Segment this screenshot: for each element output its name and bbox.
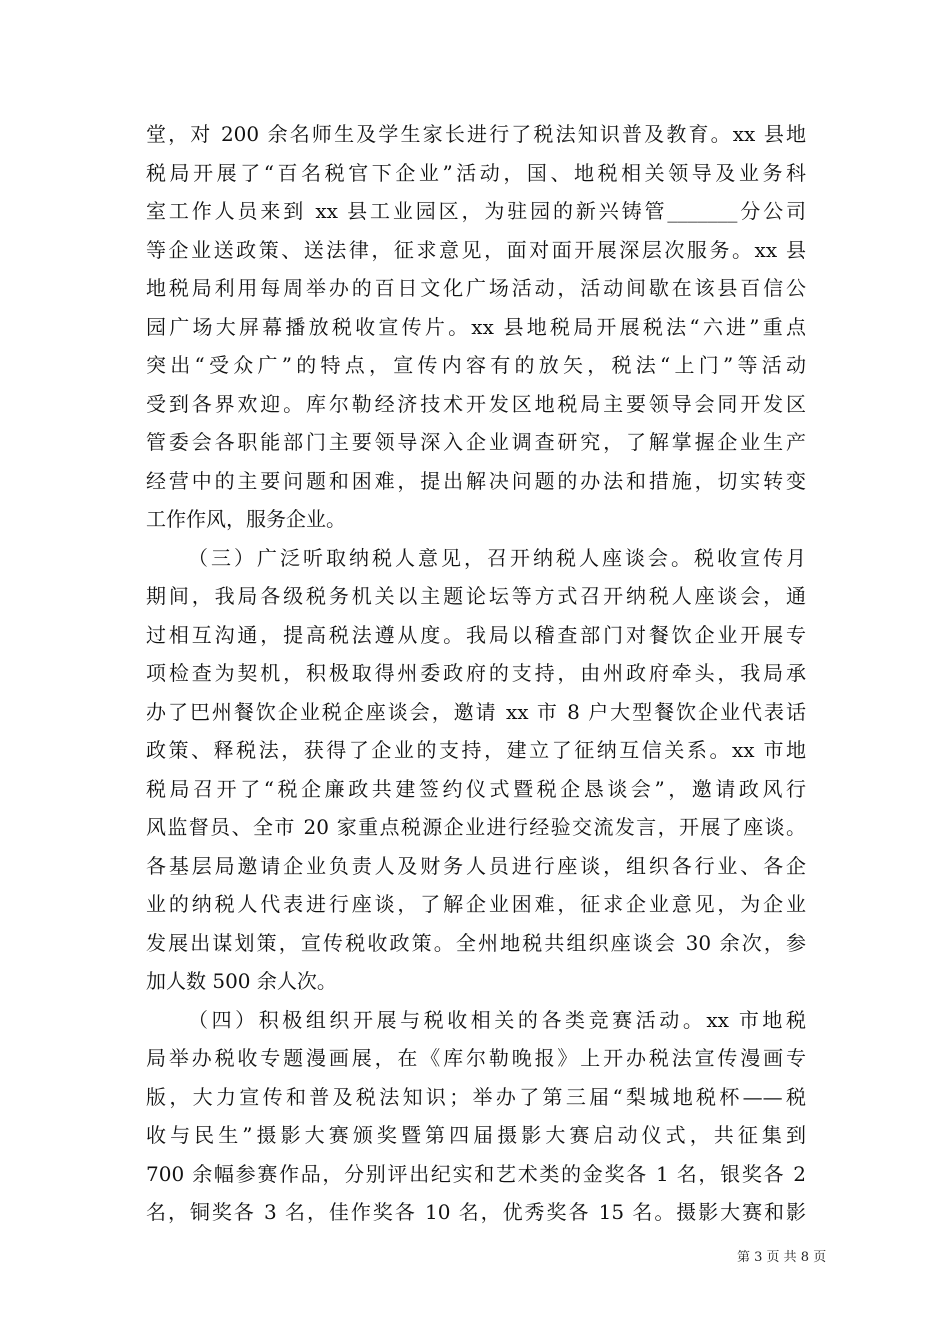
text-line: 项检查为契机，积极取得州委政府的支持，由州政府牵头，我局承 (146, 661, 806, 685)
text-line: 管委会各职能部门主要领导深入企业调查研究，了解掌握企业生产 (146, 430, 806, 454)
text-line: 期间，我局各级税务机关以主题论坛等方式召开纳税人座谈会，通 (146, 584, 806, 608)
text-line: 地税局利用每周举办的百日文化广场活动，活动间歇在该县百信公 (146, 276, 806, 300)
text-line: 税局召开了“税企廉政共建签约仪式暨税企恳谈会”，邀请政风行 (146, 776, 806, 801)
text-line: 税局开展了“百名税官下企业”活动，国、地税相关领导及业务科 (146, 160, 806, 185)
text-line: 工作作风，服务企业。 (146, 507, 346, 531)
text-line: 园广场大屏幕播放税收宣传片。xx 县地税局开展税法“六进”重点 (146, 314, 806, 339)
text-line: 加人数 500 余人次。 (146, 969, 337, 993)
text-line: 业的纳税人代表进行座谈，了解企业困难，征求企业意见，为企业 (146, 892, 806, 916)
text-line: 700 余幅参赛作品，分别评出纪实和艺术类的金奖各 1 名，银奖各 2 (146, 1161, 806, 1186)
text-line: 等企业送政策、送法律，征求意见，面对面开展深层次服务。xx 县 (146, 237, 806, 262)
text-line: 室工作人员来到 xx 县工业园区，为驻园的新兴铸管_______分公司 (146, 199, 806, 223)
document-body (146, 115, 806, 1232)
text-line: 收与民生”摄影大赛颁奖暨第四届摄影大赛启动仪式，共征集到 (146, 1123, 806, 1147)
text-line: 突出“受众广”的特点，宣传内容有的放矢，税法“上门”等活动 (146, 353, 806, 377)
text-line: 经营中的主要问题和困难，提出解决问题的办法和措施，切实转变 (146, 468, 806, 493)
page-number: 第 3 页 共 8 页 (737, 1250, 827, 1265)
text-line: 版，大力宣传和普及税法知识；举办了第三届“梨城地税杯——税 (146, 1084, 806, 1109)
text-line: 发展出谋划策，宣传税收政策。全州地税共组织座谈会 30 余次，参 (146, 930, 806, 955)
text-line: 名，铜奖各 3 名，佳作奖各 10 名，优秀奖各 15 名。摄影大赛和影 (146, 1200, 806, 1224)
text-line: 受到各界欢迎。库尔勒经济技术开发区地税局主要领导会同开发区 (146, 391, 806, 416)
text-line: 各基层局邀请企业负责人及财务人员进行座谈，组织各行业、各企 (146, 853, 806, 878)
text-line: （三）广泛听取纳税人意见，召开纳税人座谈会。税收宣传月 (188, 545, 806, 570)
text-line: （四）积极组织开展与税收相关的各类竞赛活动。xx 市地税 (188, 1007, 806, 1032)
text-line: 过相互沟通，提高税法遵从度。我局以稽查部门对餐饮企业开展专 (146, 622, 806, 647)
text-line: 局举办税收专题漫画展，在《库尔勒晚报》上开办税法宣传漫画专 (146, 1046, 806, 1070)
text-line: 风监督员、全市 20 家重点税源企业进行经验交流发言，开展了座谈。 (146, 815, 806, 839)
text-line: 堂，对 200 余名师生及学生家长进行了税法知识普及教育。xx 县地 (146, 122, 806, 146)
text-line: 政策、释税法，获得了企业的支持，建立了征纳互信关系。xx 市地 (146, 738, 806, 762)
text-line: 办了巴州餐饮企业税企座谈会，邀请 xx 市 8 户大型餐饮企业代表话 (146, 699, 806, 724)
